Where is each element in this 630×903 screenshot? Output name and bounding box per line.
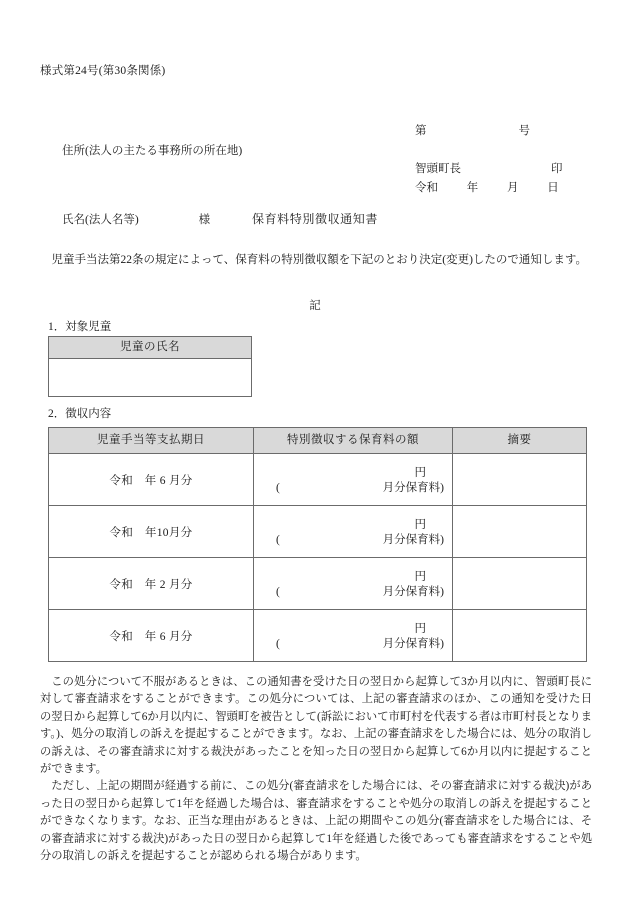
fee-amount-cell[interactable]: [254, 610, 453, 662]
fee-amount-header: 特別徴収する保育料の額: [254, 428, 453, 454]
remarks-cell[interactable]: [453, 454, 587, 506]
paren-close: 月分保育料): [382, 534, 444, 546]
legal-notice-paragraph-1: この処分について不服があるときは、この通知書を受けた日の翌日から起算して3か月以内に、智頭町長に対して審査請求をすることができます。この処分については、上記の審査請求のほか、この通知を受けた日の翌日から起算して6か月以内に、智頭町を被告として(訴訟において市町村を代表する者は市町村長となります。)、処分の取消しの訴えを提起することができます。なお、上記の審査請求をした場合には、処分の取消しの訴えは、その審査請求に対する裁決があったことを知った日の翌日から起算して6か月以内に提起することができます。: [40, 676, 592, 776]
fee-amount-cell[interactable]: [254, 506, 453, 558]
month-fee-note: [254, 637, 452, 652]
yen-unit-label: 円: [414, 467, 426, 479]
child-name-cell[interactable]: [49, 359, 252, 397]
fee-amount-cell[interactable]: [254, 454, 453, 506]
table-row: [49, 359, 252, 397]
target-child-table: [48, 336, 252, 397]
paren-close: 月分保育料): [382, 638, 444, 650]
child-name-header: 児童の氏名: [49, 337, 252, 359]
paren-open: (: [276, 638, 280, 650]
table-header-row: [49, 428, 587, 454]
table-row: [49, 454, 587, 506]
paren-open: (: [276, 482, 280, 494]
remarks-header: 摘要: [453, 428, 587, 454]
remarks-cell[interactable]: [453, 610, 587, 662]
month-fee-note: [254, 533, 452, 548]
payment-date-cell: 令和 年10月分: [49, 506, 254, 558]
month-fee-note: [254, 481, 452, 496]
yen-unit-label: 円: [414, 623, 426, 635]
paren-close: 月分保育料): [382, 482, 444, 494]
table-row: [49, 506, 587, 558]
ki-mark: 記: [309, 300, 321, 312]
payment-date-header: 児童手当等支払期日: [49, 428, 254, 454]
collection-details-table: [48, 427, 587, 662]
table-row: [49, 558, 587, 610]
month-fee-note: [254, 585, 452, 600]
legal-notice-block: [40, 674, 592, 865]
issue-date-line: 令和 年 月 日: [415, 182, 559, 194]
yen-unit-label: 円: [414, 571, 426, 583]
recipient-honorific: 様: [198, 214, 211, 226]
yen-unit-label: 円: [414, 519, 426, 531]
table-header-row: [49, 337, 252, 359]
table-row: [49, 610, 587, 662]
payment-date-cell: 令和 年 2 月分: [49, 558, 254, 610]
paren-open: (: [276, 534, 280, 546]
paren-open: (: [276, 586, 280, 598]
section-1-heading: 1．対象児童: [48, 321, 112, 333]
payment-date-cell: 令和 年 6 月分: [49, 610, 254, 662]
section-2-heading: 2．徴収内容: [48, 408, 112, 420]
legal-notice-paragraph-2: ただし、上記の期間が経過する前に、この処分(審査請求をした場合には、その審査請求に対する裁決)があった日の翌日から起算して1年を経過した場合は、審査請求をすることや処分の取消しの訴えを提起することができなくなります。なお、正当な理由があるときは、上記の期間やこの処分(審査請求をした場合には、その審査請求に対する裁決)があった日の翌日から起算して1年を経過した後であっても審査請求をすることや処分の取消しの訴えを提起することが認められる場合があります。: [40, 780, 592, 863]
recipient-name-label: 氏名(法人名等): [62, 214, 139, 226]
issuer-name: 智頭町長: [415, 163, 461, 175]
issue-number-line: 第 号: [415, 125, 530, 137]
intro-paragraph: 児童手当法第22条の規定によって、保育料の特別徴収額を下記のとおり決定(変更)したので通知します。: [51, 254, 588, 266]
payment-date-cell: 令和 年 6 月分: [49, 454, 254, 506]
seal-label: 印: [551, 163, 563, 175]
remarks-cell[interactable]: [453, 506, 587, 558]
remarks-cell[interactable]: [453, 558, 587, 610]
recipient-address-label: 住所(法人の主たる事務所の所在地): [62, 145, 243, 157]
form-number: 様式第24号(第30条関係): [40, 65, 166, 77]
fee-amount-cell[interactable]: [254, 558, 453, 610]
document-title: 保育料特別徴収通知書: [251, 212, 378, 226]
issuer-block: [415, 160, 563, 176]
paren-close: 月分保育料): [382, 586, 444, 598]
